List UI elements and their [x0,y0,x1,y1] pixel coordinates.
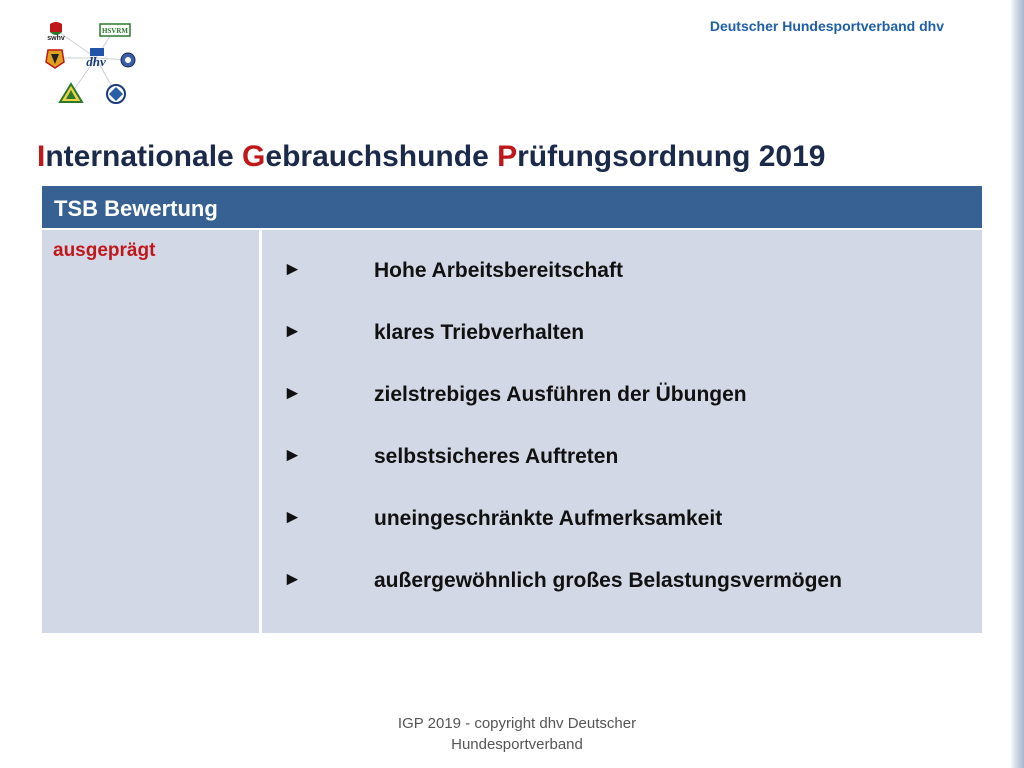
club-emblem-right [121,53,135,67]
dhv-logo [86,48,106,69]
svg-text:dhv: dhv [86,54,106,69]
organization-header: Deutscher Hundesportverband dhv [709,18,944,34]
criteria-text: selbstsicheres Auftreten [374,445,619,468]
club-emblem-left [46,50,64,68]
rating-label: ausgeprägt [53,240,156,261]
rating-cell [42,230,259,633]
title-word-gebrauchshunde: ebrauchshunde [265,140,498,173]
svg-text:swhv: swhv [47,35,65,42]
arrow-bullet-icon: ► [283,321,302,342]
right-edge-gradient [1010,0,1024,768]
table-header [42,186,982,230]
svg-text:HSVRM: HSVRM [101,27,129,35]
page-title [37,140,825,174]
member-logos-cluster [40,20,145,112]
round-emblem [107,85,125,103]
hsvrm-logo [100,24,130,36]
swhv-logo [47,22,65,42]
arrow-bullet-icon: ► [283,445,302,466]
arrow-bullet-icon: ► [283,383,302,404]
title-word-pruefungsordnung: rüfungsordnung 2019 [517,140,826,173]
title-word-internationale: nternationale [45,140,243,173]
arrow-bullet-icon: ► [283,507,302,528]
criteria-cell [262,230,982,633]
table-header-label: TSB Bewertung [54,196,218,221]
tsb-rating-table [42,186,982,633]
criteria-text: klares Triebverhalten [374,321,585,344]
criteria-text: Hohe Arbeitsbereitschaft [374,259,623,282]
criteria-text: zielstrebiges Ausführen der Übungen [374,383,747,406]
footer-copyright [372,713,662,755]
criteria-text: uneingeschränkte Aufmerksamkeit [374,507,723,530]
title-initial-i: I [37,140,46,173]
criteria-text: außergewöhnlich großes Belastungsvermögen [374,569,842,592]
triangle-emblem [60,84,82,102]
arrow-bullet-icon: ► [283,259,302,280]
footer-line-2: Hundesportverband [451,736,583,753]
arrow-bullet-icon: ► [283,569,302,590]
title-initial-p: P [497,140,518,173]
title-initial-g: G [242,140,266,173]
footer-line-1: IGP 2019 - copyright dhv Deutscher [397,715,637,732]
